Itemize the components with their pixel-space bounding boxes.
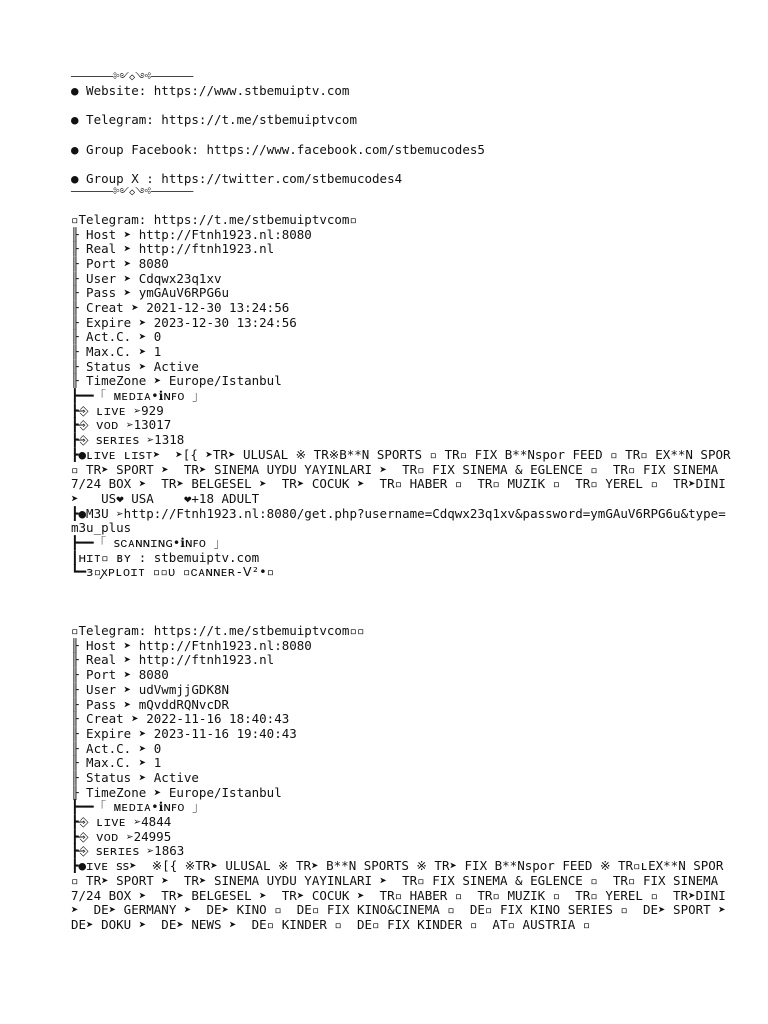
entry-creat: ╟ Creat ➤ 2021-12-30 13:24:56 bbox=[71, 299, 290, 315]
vod-count: ┣⎆ ᴠᴏᴅ ➢24995 bbox=[71, 828, 172, 844]
divider-top: ───────༻◇༺─────── bbox=[71, 72, 194, 83]
scanner-credit: ┗━ɜ▫ꭗᴘʟᴏɪᴛ ▫▫ᴜ ▫ᴄᴀɴɴᴇʀ-ᐯ²•▫ bbox=[71, 564, 275, 580]
entry-real: ╟ Real ➤ http://ftnh1923.nl bbox=[71, 241, 275, 257]
entry-user: ╟ User ➤ udVwmjjGDK8N bbox=[71, 681, 230, 697]
entry-pass: ╟ Pass ➤ ymGAuV6RPG6u bbox=[71, 285, 230, 301]
entry-host: ╟ Host ➤ http://Ftnh1923.nl:8080 bbox=[71, 637, 312, 653]
groupx-link[interactable]: ● Group X : https://twitter.com/stbemucodes4 bbox=[71, 171, 403, 187]
entry-real: ╟ Real ➤ http://ftnh1923.nl bbox=[71, 652, 275, 668]
series-count: ┣⎆ ꜱᴇʀɪᴇꜱ ➢1863 bbox=[71, 843, 185, 859]
account-entry-2 bbox=[71, 623, 741, 933]
entry-port: ╟ Port ➤ 8080 bbox=[71, 255, 169, 271]
entry-pass: ╟ Pass ➤ mQvddRQNvcDR bbox=[71, 696, 230, 712]
entry-status: ╟ Status ➤ Active bbox=[71, 358, 199, 374]
entry-header[interactable]: ▫Telegram: https://t.me/stbemuiptvcom▫▫ bbox=[71, 623, 365, 639]
entry-expire: ╟ Expire ➤ 2023-11-16 19:40:43 bbox=[71, 725, 297, 741]
media-info-header: ┣━━「 ᴍᴇᴅɪᴀ•ℹɴꜰᴏ 」 bbox=[71, 388, 205, 404]
entry-header[interactable]: ▫Telegram: https://t.me/stbemuiptvcom▫ bbox=[71, 211, 357, 227]
live-list: ┣●ɪᴠᴇ ꜱꜱ➤ ※[{ ※TR➤ ULUSAL ※ TR➤ B**N SPORTS ※ TR➤ FIX B**Nspor FEED ※ TR▫ʟEX**N SPOR ▫ TR➤ SPORT ➤ TR➤ SINEMA UYDU YAYINLARI ➤ TR▫ FIX SINEMA & EGLENCE ▫ TR▫ FIX SINEMA 7/24 BOX ➤ TR➤ BELGESEL ➤ TR➤ COCUK ➤ TR▫ HABER ▫ TR▫ MUZIK ▫ TR▫ YEREL ▫ TR➤DINI ➤ DE➤ GERMANY ➤ DE➤ KINO ▫ DE▫ FIX KINO&CINEMA ▫ DE▫ FIX KINO SERIES ▫ DE➤ SPORT ➤ DE➤ DOKU ➤ DE➤ NEWS ➤ DE▫ KINDER ▫ DE▫ FIX KINDER ▫ AT▫ AUSTRIA ▫ bbox=[71, 858, 741, 932]
live-count: ┣⎆ ʟɪᴠᴇ ➢929 bbox=[71, 402, 164, 418]
m3u-link[interactable]: ┣●M3U ➢http://Ftnh1923.nl:8080/get.php?username=Cdqwx23q1xv&password=ymGAuV6RPG6u&type=m3u_plus bbox=[71, 505, 726, 536]
account-entry-1 bbox=[71, 211, 739, 580]
entry-host: ╟ Host ➤ http://Ftnh1923.nl:8080 bbox=[71, 226, 312, 242]
series-count: ┣⎆ ꜱᴇʀɪᴇꜱ ➢1318 bbox=[71, 432, 185, 448]
entry-status: ╟ Status ➤ Active bbox=[71, 769, 199, 785]
vod-count: ┣⎆ ᴠᴏᴅ ➢13017 bbox=[71, 417, 172, 433]
entry-expire: ╟ Expire ➤ 2023-12-30 13:24:56 bbox=[71, 314, 297, 330]
telegram-link[interactable]: ● Telegram: https://t.me/stbemuiptvcom bbox=[71, 112, 357, 128]
website-link[interactable]: ● Website: https://www.stbemuiptv.com bbox=[71, 83, 350, 98]
hit-by: ┃ʜɪᴛ▫ ʙʏ : stbemuiptv.com bbox=[71, 549, 260, 565]
live-count: ┣⎆ ʟɪᴠᴇ ➢4844 bbox=[71, 814, 172, 830]
media-info-header: ┣━━「 ᴍᴇᴅɪᴀ•ℹɴꜰᴏ 」 bbox=[71, 799, 205, 815]
entry-user: ╟ User ➤ Cdqwx23q1xv bbox=[71, 270, 222, 286]
scanning-info-header: ┣━━「 ꜱᴄᴀɴɴɪɴɢ•ℹɴꜰᴏ 」 bbox=[71, 535, 227, 551]
entry-maxc: ╟ Max.C. ➤ 1 bbox=[71, 755, 162, 771]
entry-creat: ╟ Creat ➤ 2022-11-16 18:40:43 bbox=[71, 711, 290, 727]
entry-actc: ╟ Act.C. ➤ 0 bbox=[71, 329, 162, 345]
entry-actc: ╟ Act.C. ➤ 0 bbox=[71, 740, 162, 756]
live-list: ┣●ʟɪᴠᴇ ʟɪꜱᴛ➤ ➤[{ ➤TR➤ ULUSAL ※ TR※B**N SPORTS ▫ TR▫ FIX B**Nspor FEED ▫ TR▫ EX**N SPOR ▫ TR➤ SPORT ➤ TR➤ SINEMA UYDU YAYINLARI ➤ TR▫ FIX SINEMA & EGLENCE ▫ TR▫ FIX SINEMA 7/24 BOX ➤ TR➤ BELGESEL ➤ TR➤ COCUK ➤ TR▫ HABER ▫ TR▫ MUZIK ▫ TR▫ YEREL ▫ TR➤DINI ➤ US❤ USA ❤+18 ADULT bbox=[71, 446, 739, 506]
facebook-link[interactable]: ● Group Facebook: https://www.facebook.com/stbemucodes5 bbox=[71, 141, 485, 157]
entry-timezone: ╟ TimeZone ➤ Europe/Istanbul bbox=[71, 373, 282, 389]
entry-maxc: ╟ Max.C. ➤ 1 bbox=[71, 344, 162, 359]
entry-timezone: ╟ TimeZone ➤ Europe/Istanbul bbox=[71, 784, 282, 800]
entry-port: ╟ Port ➤ 8080 bbox=[71, 667, 169, 683]
document-page bbox=[71, 72, 741, 933]
divider-bottom: ───────༻◇༺─────── bbox=[71, 186, 194, 198]
links-block bbox=[71, 72, 731, 199]
